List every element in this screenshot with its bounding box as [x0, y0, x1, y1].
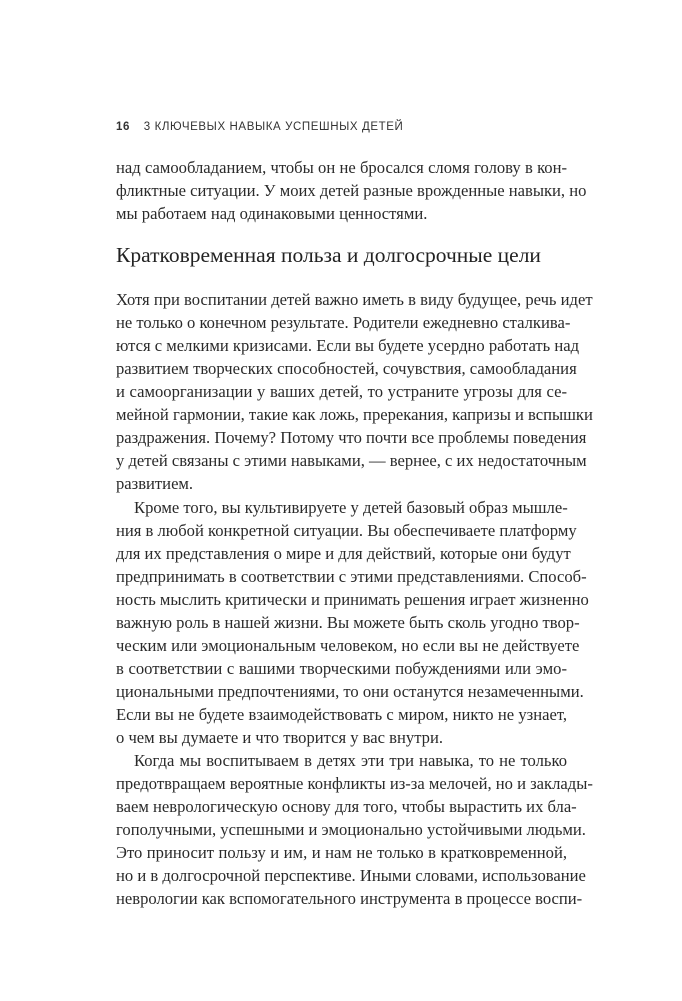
- text-line: Это приносит пользу и им, и нам не только в кратковременной,: [116, 843, 567, 862]
- text-line: о чем вы думаете и что творится у вас внутри.: [116, 728, 443, 747]
- text-line: гополучными, успешными и эмоционально устойчивыми людьми.: [116, 820, 586, 839]
- page-number: 16: [116, 121, 130, 133]
- text-line: не только о конечном результате. Родители ежедневно сталкива-: [116, 313, 571, 332]
- text-line: неврологии как вспомогательного инструмента в процессе воспи-: [116, 889, 583, 908]
- text-line: ваем неврологическую основу для того, чтобы вырастить их бла-: [116, 797, 577, 816]
- text-line: предпринимать в соответствии с этими представлениями. Способ-: [116, 567, 587, 586]
- text-line: ческим или эмоциональным человеком, но если вы не действуете: [116, 636, 580, 655]
- text-line: но и в долгосрочной перспективе. Иными словами, использование: [116, 866, 586, 885]
- text-line: Кроме того, вы культивируете у детей базовый образ мышле-: [134, 498, 568, 517]
- section-heading: Кратковременная польза и долгосрочные цели: [116, 243, 541, 267]
- text-line: ность мыслить критически и принимать решения играет жизненно: [116, 590, 589, 609]
- text-line: важную роль в нашей жизни. Вы можете быть сколь угодно твор-: [116, 613, 580, 632]
- text-line: мейной гармонии, такие как ложь, пререкания, капризы и вспышки: [116, 405, 593, 424]
- text-line: Если вы не будете взаимодействовать с миром, никто не узнает,: [116, 705, 567, 724]
- text-line: развитием творческих способностей, сочувствия, самообладания: [116, 359, 577, 378]
- text-line: Хотя при воспитании детей важно иметь в виду будущее, речь идет: [116, 290, 593, 309]
- text-line: в соответствии с вашими творческими побуждениями или эмо-: [116, 659, 567, 678]
- text-line: мы работаем над одинаковыми ценностями.: [116, 204, 428, 223]
- text-line: фликтные ситуации. У моих детей разные врожденные навыки, но: [116, 181, 587, 200]
- text-line: циональными предпочтениями, то они останутся незамеченными.: [116, 682, 584, 701]
- text-line: у детей связаны с этими навыками, — вернее, с их недостаточным: [116, 451, 587, 470]
- text-line: раздражения. Почему? Потому что почти все проблемы поведения: [116, 428, 587, 447]
- text-line: ются с мелкими кризисами. Если вы будете усердно работать над: [116, 336, 580, 355]
- text-line: над самообладанием, чтобы он не бросался сломя голову в кон-: [116, 158, 567, 177]
- text-line: предотвращаем вероятные конфликты из-за мелочей, но и заклады-: [116, 774, 593, 793]
- text-line: и самоорганизации у ваших детей, то устраните угрозы для се-: [116, 382, 567, 401]
- running-title: 3 КЛЮЧЕВЫХ НАВЫКА УСПЕШНЫХ ДЕТЕЙ: [143, 121, 404, 133]
- running-header: [116, 121, 403, 133]
- text-line: развитием.: [116, 474, 194, 493]
- text-line: ния в любой конкретной ситуации. Вы обеспечиваете платформу: [116, 521, 577, 540]
- text-line: для их представления о мире и для действий, которые они будут: [116, 544, 571, 563]
- text-line: Когда мы воспитываем в детях эти три навыка, то не только: [134, 751, 567, 770]
